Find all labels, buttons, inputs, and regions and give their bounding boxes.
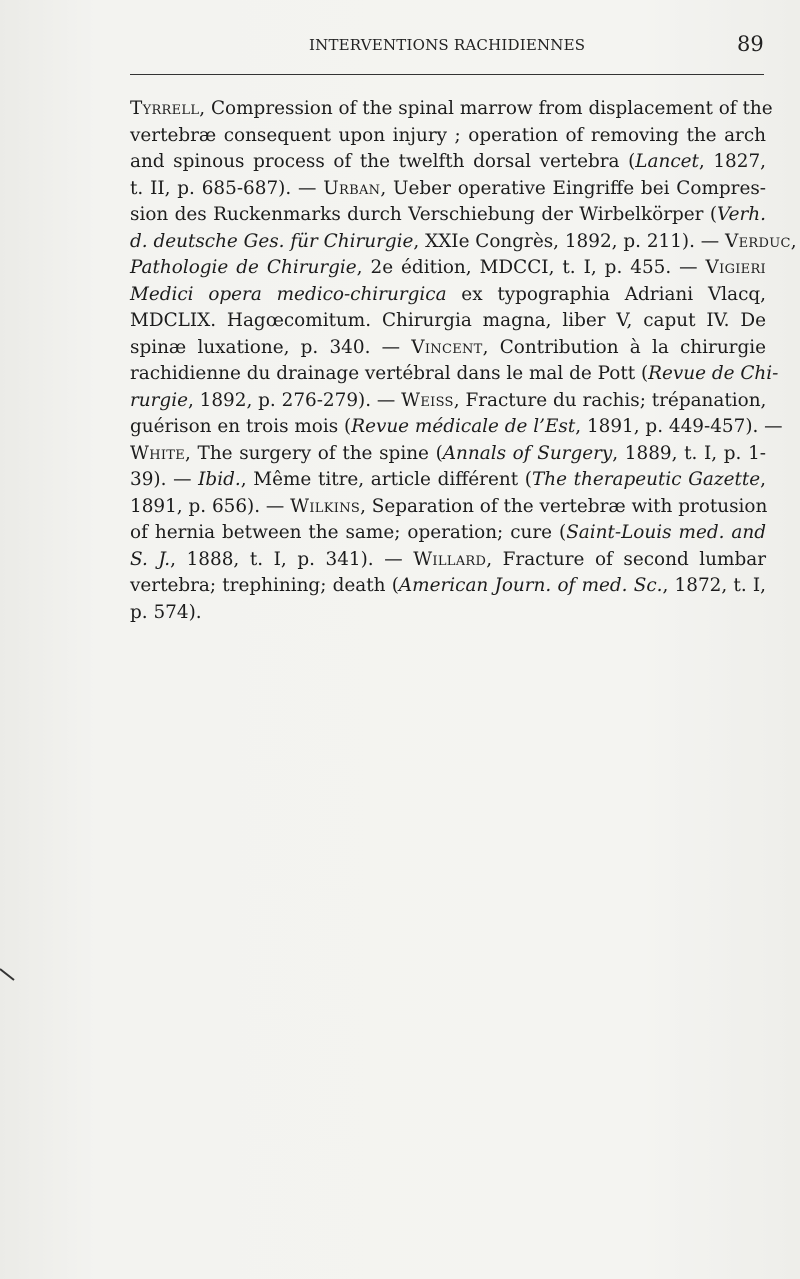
- bibliography-paragraph: [130, 96, 797, 626]
- text-run: , 1827,: [698, 151, 767, 172]
- text-run: 39). —: [130, 469, 199, 490]
- text-run: , 1891, p. 449-457). —: [575, 416, 783, 437]
- text-run: MDCLIX. Hagœcomitum. Chirurgia magna, liber V, caput IV. De: [130, 310, 766, 331]
- source-title: American Journ. of med. Sc.: [398, 575, 663, 596]
- text-run: guérison en trois mois (: [130, 416, 352, 437]
- running-title: INTERVENTIONS RACHIDIENNES: [309, 36, 586, 54]
- text-line: [130, 600, 766, 627]
- running-header: [0, 34, 800, 58]
- text-line: [130, 282, 766, 309]
- author-name: Willard: [413, 548, 487, 570]
- source-title: Lancet: [635, 151, 699, 172]
- text-run: sion des Ruckenmarks durch Verschiebung der Wirbelkörper (: [130, 204, 718, 225]
- text-line: [130, 520, 766, 547]
- author-name: Urban: [323, 177, 381, 199]
- text-run: and spinous process of the twelfth dorsal vertebra (: [130, 151, 636, 172]
- text-line: [130, 573, 766, 600]
- text-line: [130, 361, 779, 388]
- text-line: [130, 123, 766, 150]
- text-run: , Compression of the spinal marrow from displacement of the: [199, 98, 773, 119]
- source-title: Annals of Surgery: [442, 442, 613, 464]
- text-line: [130, 229, 797, 256]
- text-run: vertebræ consequent upon injury ; operation of removing the arch: [130, 124, 766, 146]
- text-run: , Même titre, article différent (: [240, 469, 532, 490]
- text-run: , Fracture du rachis; trépanation,: [453, 389, 767, 411]
- text-run: 1891, p. 656). —: [130, 495, 291, 517]
- source-title: d. deutsche Ges. für Chirurgie: [130, 230, 414, 252]
- source-title: S. J.: [130, 548, 171, 570]
- text-line: [130, 96, 773, 123]
- text-run: , Contribution à la chirurgie: [482, 336, 766, 358]
- author-name: Wilkins: [290, 495, 361, 517]
- text-run: , 1872, t. I,: [662, 575, 766, 596]
- margin-stroke-mark: [0, 968, 18, 984]
- text-run: , The surgery of the spine (: [185, 442, 443, 464]
- text-run: , 2e édition, MDCCI, t. I, p. 455. —: [356, 257, 706, 278]
- source-title: Verh.: [717, 204, 766, 225]
- text-run: p. 574).: [130, 601, 202, 623]
- text-run: of hernia between the same; operation; cure (: [130, 522, 567, 543]
- text-run: rachidienne du drainage vertébral dans le mal de Pott (: [130, 363, 649, 384]
- text-run: , XXIe Congrès, 1892, p. 211). —: [413, 230, 726, 252]
- text-line: [130, 441, 766, 468]
- text-run: , 1888, t. I, p. 341). —: [170, 548, 414, 570]
- text-line: [130, 494, 766, 521]
- text-run: , Ueber operative Eingriffe bei Compres-: [380, 177, 766, 199]
- author-name: Weiss: [401, 389, 454, 411]
- source-title: Saint-Louis med. and: [566, 522, 766, 543]
- source-title: Revue médicale de l’Est: [351, 416, 576, 437]
- text-line: [130, 308, 766, 335]
- text-run: , 1892, p. 276-279). —: [187, 389, 402, 411]
- source-title: Ibid.: [198, 469, 241, 490]
- author-name: Vigieri: [705, 257, 766, 278]
- text-line: [130, 176, 766, 203]
- text-run: , Separation of the vertebræ with protusion: [360, 495, 768, 517]
- text-line: [130, 388, 766, 415]
- text-run: t. II, p. 685-687). —: [130, 177, 324, 199]
- source-title: Revue de Chi-: [648, 363, 779, 384]
- header-rule: [130, 74, 764, 75]
- source-title: rurgie: [130, 389, 188, 411]
- page-number: 89: [737, 32, 764, 56]
- text-run: ,: [760, 469, 766, 490]
- text-run: ,: [790, 230, 797, 252]
- text-run: , 1889, t. I, p. 1-: [612, 442, 766, 464]
- source-title: Pathologie de Chirurgie: [130, 257, 357, 278]
- text-run: ex typographia Adriani Vlacq,: [446, 283, 766, 305]
- source-title: Medici opera medico-chirurgica: [130, 283, 447, 305]
- text-line: [130, 547, 766, 574]
- text-run: spinæ luxatione, p. 340. —: [130, 336, 412, 358]
- text-line: [130, 414, 783, 441]
- author-name: Verduc: [725, 230, 791, 252]
- source-title: The therapeutic Gazette: [531, 469, 761, 490]
- text-line: [130, 202, 766, 229]
- author-name: Vincent: [411, 336, 483, 358]
- text-line: [130, 467, 766, 494]
- text-run: , Fracture of second lumbar: [486, 548, 766, 570]
- text-line: [130, 149, 766, 176]
- text-line: [130, 335, 766, 362]
- author-name: Tyrrell: [130, 98, 200, 119]
- text-run: vertebra; trephining; death (: [130, 575, 399, 596]
- author-name: White: [130, 442, 186, 464]
- text-line: [130, 255, 766, 282]
